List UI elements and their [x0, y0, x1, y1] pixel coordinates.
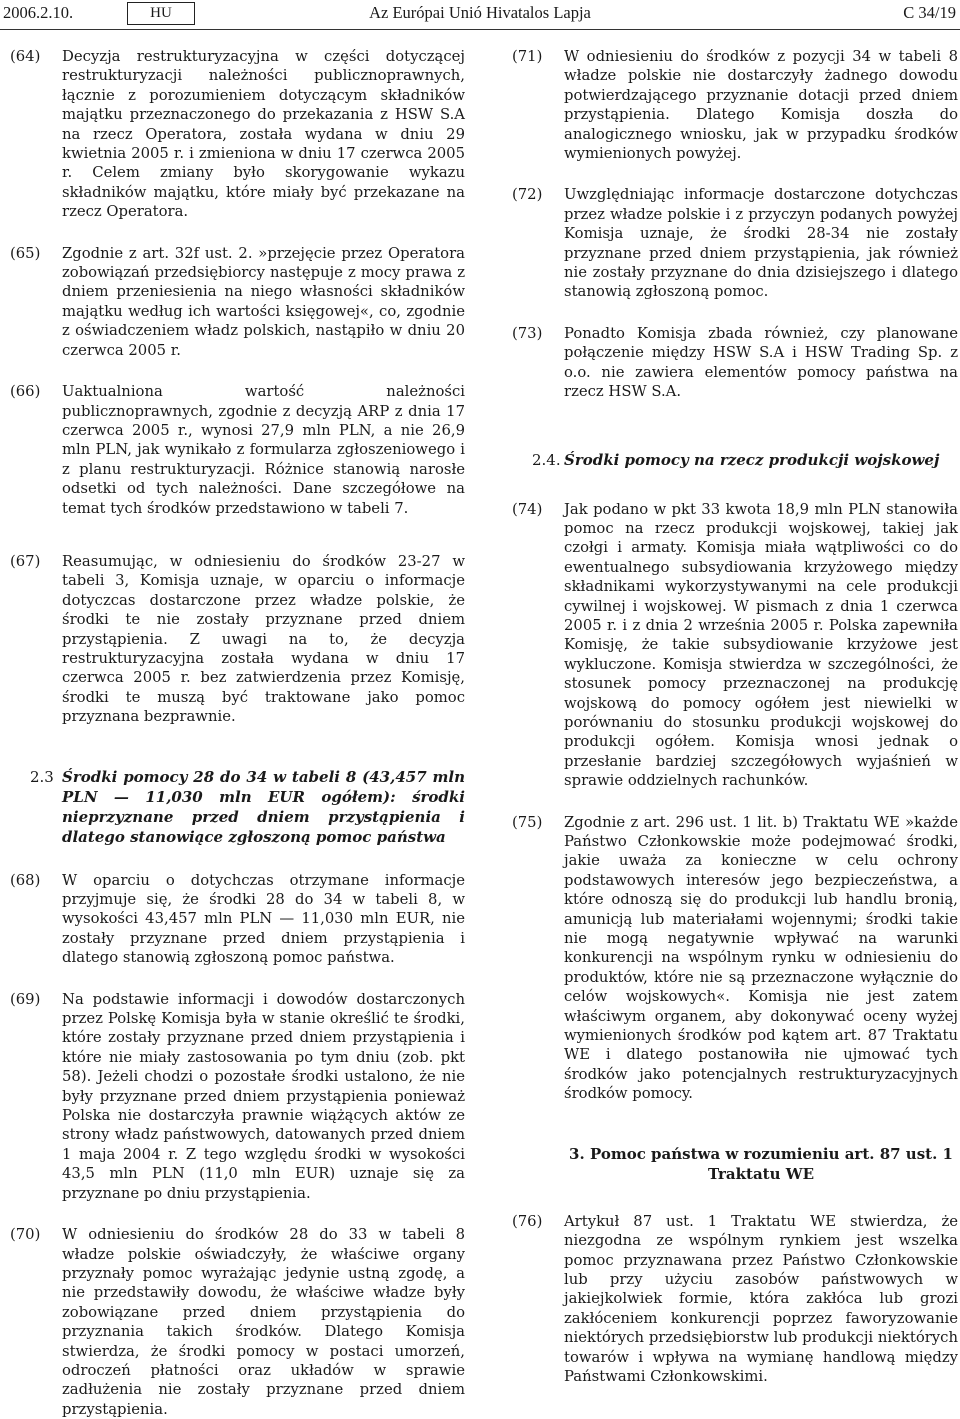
- paragraph-text: Na podstawie informacji i dowodów dostarczonych przez Polskę Komisja była w stanie określić te środki, które zostały przyznane przed dniem przystąpienia i które nie miały zastosowania po tym dniu (zob. pkt 58). Jeżeli chodzi o pozostałe środki ustalono, że nie były przyznane przed dniem przystąpienia ponieważ Polska nie dostarczyła prawnie wiążących aktów ze strony władz państwowych, datowanych przed dniem 1 maja 2004 r. Z tego względu środki w wysokości 43,5 mln PLN (11,0 mln EUR) uznaje się za przyznane po dniu przystąpienia.: [62, 990, 465, 1202]
- paragraph-70: [10, 1225, 465, 1419]
- paragraph-72: [512, 185, 958, 301]
- paragraph-text: Decyzja restrukturyzacyjna w części dotyczącej restrukturyzacji należności publicznoprawnych, łącznie z porozumieniem dotyczącym składników majątku przeznaczonego do przekazania z HSW S.A na rzecz Operatora, została wydana w dniu 29 kwietnia 2005 r. i zmieniona w dniu 17 czerwca 2005 r. Celem zmiany było skorygowanie wykazu składników majątku, które miały być przekazane na rzecz Operatora.: [62, 48, 465, 221]
- paragraph-text: W odniesieniu do środków 28 do 33 w tabeli 8 władze polskie oświadczyły, że właściwe organy przyznały pomoc wyrażając jedynie ustną zgodę, a nie przedstawiły dowodu, że właściwe władze były zobowiązane przed dniem przystąpienia do przyznania takich środków. Dlatego Komisja stwierdza, że środki pomocy w postaci umorzeń, odroczeń płatności oraz układów w sprawie zadłużenia nie zostały przyznane przed dniem przystąpienia.: [62, 1226, 465, 1418]
- paragraph-number: (70): [10, 1226, 41, 1244]
- paragraph-text: Uwzględniając informacje dostarczone dotychczas przez władze polskie i z przyczyn podanych powyżej Komisja uznaje, że środki 28-34 nie zostały przyznane przed dniem przystąpienia, jak również nie zostały przyznane do dnia dzisiejszego i dlatego stanowią zgłoszoną pomoc.: [564, 186, 958, 301]
- paragraph-text: Ponadto Komisja zbada również, czy planowane połączenie między HSW S.A i HSW Trading Sp. z o.o. nie zawiera elementów pomocy państwa na rzecz HSW S.A.: [564, 324, 958, 401]
- paragraph-number: (66): [10, 383, 41, 401]
- left-column: [10, 47, 465, 1418]
- paragraph-text: Reasumując, w odniesieniu do środków 23-27 w tabeli 3, Komisja uznaje, w oparciu o informacje dotyczcas dostarczone przez władze polskie, że środki te nie zostały przyznane przed dniem przystąpienia. Z uwagi na to, że decyzja restrukturyzacyjna została wydana w dniu 17 czerwca 2005 r. bez zatwierdzenia przez Komisję, środki te muszą być traktowane jako pomoc przyznana bezprawnie.: [62, 552, 465, 726]
- paragraph-74: [512, 500, 958, 791]
- section-number: 2.4.: [532, 450, 561, 469]
- paragraph-71: [512, 47, 958, 163]
- paragraph-text: W oparciu o dotychczas otrzymane informacje przyjmuje się, że środki 28 do 34 w tabeli 8, w wysokości 43,457 mln PLN — 11,030 mln EUR, nie zostały przyznane przed dniem przystąpienia i dlatego stanowią zgłoszoną pomoc państwa.: [62, 871, 465, 967]
- header-rule: [0, 29, 960, 30]
- paragraph-number: (69): [10, 990, 41, 1008]
- section-title: [564, 1144, 958, 1184]
- right-column: [512, 47, 958, 1392]
- paragraph-number: (76): [512, 1212, 543, 1230]
- paragraph-text: Artykuł 87 ust. 1 Traktatu WE stwierdza, że niezgodna ze wspólnym rynkiem jest wszelka pomoc przyznawana przez Państwo Członkowskie lub przy użyciu zasobów państwowych w jakiejkolwiek formie, która zakłóca lub grozi zakłóceniem konkurencji poprzez faworyzowanie niektórych przedsiębiorstw lub produkcji niektórych towarów i wpływa na wymianę handlową między Państwami Członkowskimi.: [564, 1212, 958, 1385]
- paragraph-number: (75): [512, 813, 543, 831]
- section-number: 2.3: [30, 767, 54, 786]
- paragraph-number: (73): [512, 324, 543, 342]
- language-code-box: HU: [127, 2, 195, 25]
- paragraph-number: (72): [512, 186, 543, 204]
- paragraph-text: W odniesieniu do środków z pozycji 34 w tabeli 8 władze polskie nie dostarczyły żadnego dowodu potwierdzającego przyznanie dotacji przed dniem przystąpienia. Dlatego Komisja doszła do analogicznego wniosku, jak w przypadku środków wymienionych powyżej.: [564, 48, 958, 163]
- section-heading-2-3: [10, 767, 465, 847]
- paragraph-69: [10, 990, 465, 1203]
- paragraph-66: [10, 382, 465, 518]
- page-header: [0, 0, 960, 28]
- section-heading-3: [512, 1144, 958, 1184]
- paragraph-text: Zgodnie z art. 32f ust. 2. »przejęcie przez Operatora zobowiązań przedsiębiorcy następuje z mocy prawa z dniem przeniesienia na niego własności składników majątku według ich wartości księgowej«, co, zgodnie z oświadczeniem władz polskich, nastąpiło w dniu 20 czerwca 2005 r.: [62, 244, 465, 359]
- paragraph-text: Zgodnie z art. 296 ust. 1 lit. b) Traktatu WE »każde Państwo Członkowskie może podejmować środki, jakie uważa za konieczne w celu ochrony podstawowych interesów jego bezpieczeństwa, a które odnoszą się do produkcji lub handlu bronią, amunicją lub materiałami wojennymi; środki takie nie mogą negatywnie wpływać na warunki konkurencji na wspólnym rynku w odniesieniu do produktów, które nie są przeznaczone wyłącznie do celów wojskowych«. Komisja nie jest zatem właściwym organem, aby dokonywać oceny wyżej wymienionych środków pod kątem art. 87 Traktatu WE i dlatego postanowiła nie ujmować tych środków jako potencjalnych restrukturyzacyjnych środków pomocy.: [564, 813, 958, 1103]
- paragraph-75: [512, 813, 958, 1104]
- journal-title: Az Európai Unió Hivatalos Lapja: [369, 3, 591, 22]
- paragraph-67: [10, 552, 465, 727]
- paragraph-73: [512, 324, 958, 402]
- paragraph-76: [512, 1212, 958, 1387]
- paragraph-number: (67): [10, 552, 41, 570]
- section-heading-2-4: [512, 450, 958, 470]
- paragraph-65: [10, 244, 465, 360]
- section-title-text: Pomoc państwa w rozumieniu art. 87 ust. 1 Traktatu WE: [589, 1144, 953, 1183]
- paragraph-68: [10, 871, 465, 968]
- publication-date: 2006.2.10.: [3, 3, 74, 22]
- paragraph-text: Jak podano w pkt 33 kwota 18,9 mln PLN stanowiła pomoc na rzecz produkcji wojskowej, takiej jak czołgi i armaty. Komisja miała wątpliwości co do ewentualnego subsydiowania krzyżowego między składnikami wykorzystywanymi na cele produkcji cywilnej i wojskowej. W pismach z dnia 1 czerwca 2005 r. i z dnia 2 września 2005 r. Polska zapewniła Komisję, że takie subsydiowanie krzyżowe jest wykluczone. Komisja stwierdza w szczególności, że stosunek pomocy przeznaczonej na produkcję wojskową do pomocy ogółem jest niewielki w porównaniu do stosunku produkcji wojskowej do produkcji ogółem. Komisja wnosi jednak o przesłanie bardziej szczegółowych wyjaśnień w sprawie oddzielnych rachunków.: [564, 500, 958, 790]
- paragraph-number: (74): [512, 500, 543, 518]
- paragraph-64: [10, 47, 465, 222]
- paragraph-number: (68): [10, 871, 41, 889]
- section-number: 3.: [569, 1144, 585, 1163]
- paragraph-number: (65): [10, 244, 41, 262]
- section-title: Środki pomocy 28 do 34 w tabeli 8 (43,457 mln PLN — 11,030 mln EUR ogółem): środki nieprzyznane przed dniem przystąpienia i dlatego stanowiące zgłoszoną pomoc państwa: [62, 767, 465, 846]
- paragraph-text: Uaktualniona wartość należności publicznoprawnych, zgodnie z decyzją ARP z dnia 17 czerwca 2005 r., wynosi 27,9 mln PLN, a nie 26,9 mln PLN, jak wynikało z formularza zgłoszeniowego i z planu restrukturyzacji. Różnice stanowią narosłe odsetki od tych należności. Dane szczegółowe na temat tych środków przedstawiono w tabeli 7.: [62, 383, 465, 517]
- section-title: Środki pomocy na rzecz produkcji wojskowej: [564, 450, 940, 469]
- paragraph-number: (64): [10, 48, 41, 65]
- paragraph-number: (71): [512, 48, 543, 65]
- page-reference: C 34/19: [903, 3, 956, 22]
